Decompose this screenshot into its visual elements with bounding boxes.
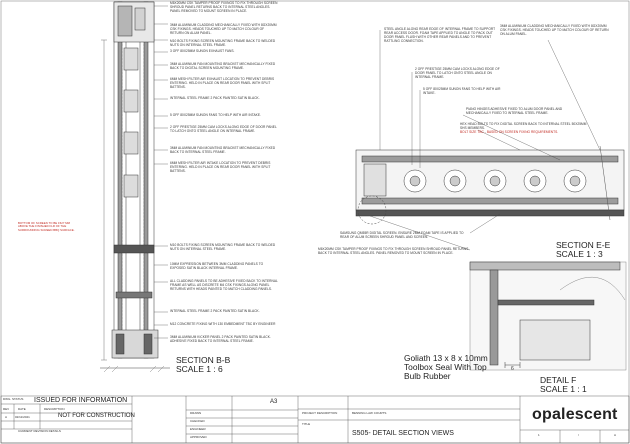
approved-label: APPROVED <box>190 435 207 439</box>
note-b-steel-frame: INTERNAL STEEL FRAME 2 PACK PAINTED SATIN BLACK. <box>170 96 260 100</box>
note-b-m10-bolts-2: M10 BOLTS FIXING SCREEN MOUNTING FRAME BACK TO WELDED NUTS ON INTERNAL STEEL FRAME. <box>170 243 276 251</box>
note-b-kicker-panel: 3MM ALUMINIUM KICKER PANEL 2 PACK PAINTED SATIN BLACK. ADHESIVE FIXED BACK TO INTERNAL STEEL FRAME. <box>170 335 271 343</box>
note-b-tamper-fixings: M6X20MM CSK TAMPER PROOF FIXINGS TO FIX THROUGH SCREEN SHROUD PANEL RETURNS BACK TO INTERNAL STEEL ANGLES. PANEL REMOVED TO MOUNT SCREEN IN PLACE. <box>170 1 278 13</box>
detail-f-scale: SCALE 1 : 1 <box>540 384 587 394</box>
engineer-label: ENGINEER <box>190 427 206 431</box>
note-e-cam-locks: 2 OFF PRESTIGE 25MM CAM LOCKS ALONG EDGE OF DOOR PANEL TO LATCH ONTO STEEL ANGLE ON INTERNAL FRAME. <box>415 67 500 79</box>
opalescent-logo: opalescent <box>532 406 618 423</box>
section-e-scale: SCALE 1 : 3 <box>556 249 603 259</box>
section-b-leaders <box>154 6 168 338</box>
note-b-fan-bracket: 3MM ALUMINIUM FAN MOUNTING BRACKET MECHANICALLY FIXED BACK TO DIGITAL SCREEN MOUNTING FRAME. <box>170 62 276 70</box>
note-b-expression: 10MM EXPRESSION BETWEEN 3MM CLADDING PANELS TO EXPOSED SATIN BLACK INTERNAL FRAME. <box>170 262 264 270</box>
note-e-samsung-screen: SAMSUNG QM55R DIGITAL SCREEN. ENSURE 2MM FOAM TAPE IS APPLIED TO REAR OF ALUM SCREEN SHROUD PANEL AND SCREEN. <box>340 231 464 239</box>
sheet-title: S505- DETAIL SECTION VIEWS <box>352 430 454 437</box>
description-label: DESCRIPTION <box>44 407 65 411</box>
note-b-intake-fans: 5 OFF 80X25MM SUNON FANS TO HELP WITH AIR INTAKE. <box>170 113 261 117</box>
note-e-intake-fans: 5 OFF 80X25MM SUNON FANS TO HELP WITH AIR INTAKE. <box>423 87 501 95</box>
note-b-cladding: 3MM ALUMINIUM CLADDING MECHANICALLY FIXED WITH 8GX20MM CSK FIXINGS. HEADS TOUCHED UP TO MATCH COLOUR OF RETURN ON ALUM PANEL. <box>170 23 277 35</box>
sheet-number: 1 <box>538 433 540 437</box>
note-b-exhaust-fans: 3 OFF 80X25MM SUNON EXHAUST FANS. <box>170 49 235 53</box>
date-label: DATE <box>18 407 26 411</box>
note-e-tamper-fixings: M6X20MM CSK TAMPER PROOF FIXINGS TO FIX THROUGH SCREEN SHROUD PANEL RETURNS BACK TO INTERNAL STEEL ANGLES. PANEL REMOVED TO MOUNT SCREEN IN PLACE. <box>318 247 469 255</box>
not-for-construction: NOT FOR CONSTRUCTION <box>58 413 135 419</box>
note-b-mesh-intake: 6MM MESH FILTER AIR INTAKE LOCATION TO PREVENT DEBRIS ENTERING. HELD IN PLACE ON REAR DOOR PANEL WITH SPLIT BATTENS. <box>170 161 271 173</box>
rev-label: REV <box>3 407 10 411</box>
note-b-cam-locks: 2 OFF PRESTIGE 25MM CAM LOCKS ALONG EDGE OF DOOR PANEL TO LATCH ONTO STEEL ANGLE ON INTERNAL FRAME. <box>170 125 277 133</box>
goliath-seal-line-2: Toolbox Seal With Top <box>404 362 487 372</box>
section-e-e-drawing <box>356 146 624 224</box>
detail-f-dimension: 6 <box>511 366 514 372</box>
goliath-seal-line-1: Goliath 13 x 8 x 10mm <box>404 353 488 363</box>
note-b-steel-frame-2: INTERNAL STEEL FRAME 2 PACK PAINTED SATIN BLACK. <box>170 309 260 313</box>
note-b-cladding-adhesive: ALL CLADDING PANELS TO BE ADHESIVE FIXED BACK TO INTERNAL FRAME AS WELL AS DISCRETE M4 CSK FIXINGS ALONG PANEL RETURNS WITH HEADS PAINTED TO MATCH CLADDING PANELS. <box>170 279 278 291</box>
detail-f-drawing <box>470 262 626 370</box>
note-b-m10-bolts: M10 BOLTS FIXING SCREEN MOUNTING FRAME BACK TO WELDED NUTS ON INTERNAL STEEL FRAME. <box>170 39 276 47</box>
section-b-b-drawing <box>100 2 170 372</box>
note-e-cladding: 3MM ALUMINIUM CLADDING MECHANICALLY FIXED WITH 8GX20MM CSK FIXINGS. HEADS TOUCHED UP TO MATCH COLOUR OF RETURN ON ALUM PANEL. <box>500 24 609 36</box>
note-b-red-screen-height: BOTTOM OF SCREEN TO BE 1527 MM ABOVE THE FINISHED FLR OF THE SURROUNDING SCREEN BBQ SURFACE. <box>18 221 75 232</box>
project-value: BENNING LAW COURTS <box>352 411 387 415</box>
revision-box: A <box>614 433 617 437</box>
size-value: A3 <box>270 399 278 405</box>
note-b-mesh-exhaust: 6MM MESH FILTER AIR EXHAUST LOCATION TO PREVENT DEBRIS ENTERING. HELD IN PLACE ON REAR DOOR PANEL WITH SPLIT BATTENS. <box>170 77 275 89</box>
note-b-concrete-fixing: M12 CONCRETE FIXING WITH 130 EMBEDMENT TBC BY ENGINEER <box>170 322 276 326</box>
note-e-piano-hinges: PIANO HINGES ADHESIVE FIXED TO ALUM DOOR PANEL AND MECHANICALLY FIXED TO INTERNAL STEEL FRAME. <box>466 107 563 115</box>
date-value: 02/11/2021 <box>15 415 30 419</box>
section-b-scale: SCALE 1 : 6 <box>176 364 223 374</box>
sheet-divider: / <box>578 433 579 437</box>
note-e-steel-angle: STEEL ANGLE ALONG REAR EDGE OF INTERNAL FRAME TO SUPPORT REAR ACCESS DOOR. FOAM TAPE APPLIED TO ANGLE TO PACK OUT DOOR PANEL FLUSH WITH OTHER REAR PANELS AND TO PREVENT RATTLING CONNECTION. <box>384 27 496 43</box>
note-e-red-bolt-size: BOLT SIZE TBC - BASED ON SCREEN FIXING REQUIREMENTS. <box>460 130 559 134</box>
note-e-hex-bolts: HEX HEAD BOLTS TO FIX DIGITAL SCREEN BACK TO INTERNAL STEEL 50X25MM SHS MEMBERS. <box>460 122 587 130</box>
section-e-title: SECTION E-E <box>556 240 611 250</box>
rev-value: A <box>5 415 8 419</box>
project-label: PROJECT DESCRIPTION <box>302 411 338 415</box>
section-b-title: SECTION B-B <box>176 355 231 365</box>
note-b-fan-bracket-frame: 3MM ALUMINIUM FAN MOUNTING BRACKET MECHANICALLY FIXED BACK TO INTERNAL STEEL FRAME. <box>170 146 276 154</box>
dwg-status-label: DWG. STATUS <box>3 397 24 401</box>
goliath-seal-line-3: Bulb Rubber <box>404 371 451 381</box>
issued-for-information: ISSUED FOR INFORMATION <box>34 397 128 404</box>
checked-label: CHECKED <box>190 419 205 423</box>
current-revision-label: CURRENT REVISION DETAILS <box>18 429 61 433</box>
detail-f-title: DETAIL F <box>540 375 577 385</box>
drawn-label: DRAWN <box>190 411 202 415</box>
title-label: TITLE <box>302 422 311 426</box>
